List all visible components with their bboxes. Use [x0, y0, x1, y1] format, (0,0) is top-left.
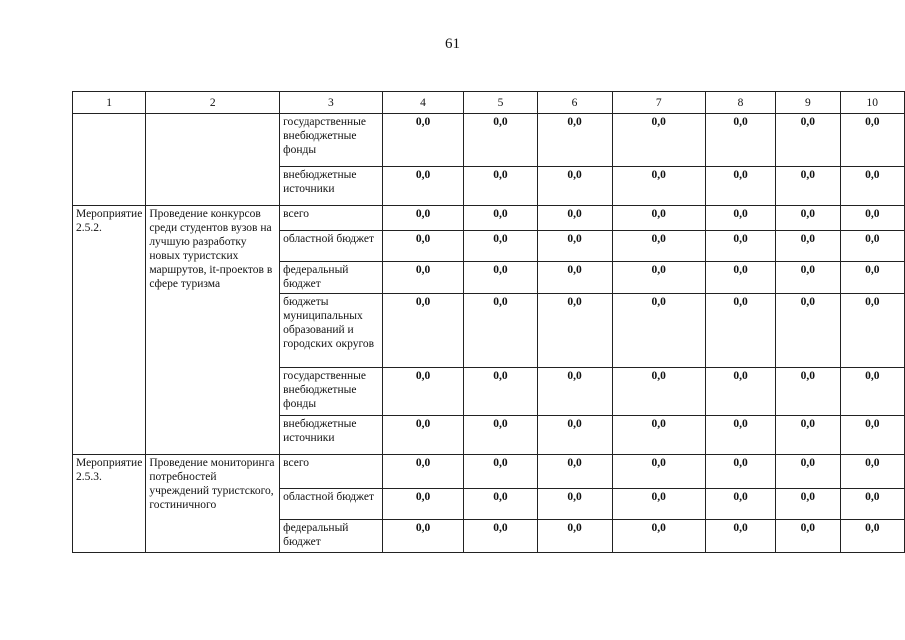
value-cell: 0,0: [840, 368, 904, 416]
value-cell: 0,0: [537, 489, 612, 520]
value-cell: 0,0: [382, 206, 464, 231]
header-cell: 8: [705, 92, 775, 114]
value-cell: 0,0: [464, 262, 537, 294]
value-cell: 0,0: [776, 520, 840, 553]
table-row: [73, 455, 905, 489]
value-cell: 0,0: [464, 206, 537, 231]
value-cell: 0,0: [537, 520, 612, 553]
value-cell: 0,0: [382, 114, 464, 167]
value-cell: 0,0: [776, 489, 840, 520]
value-cell: 0,0: [464, 416, 537, 455]
value-cell: 0,0: [612, 294, 705, 368]
value-cell: 0,0: [612, 206, 705, 231]
funding-source-cell: государственные внебюджетные фонды: [280, 114, 383, 167]
value-cell: 0,0: [840, 206, 904, 231]
value-cell: 0,0: [537, 206, 612, 231]
value-cell: 0,0: [840, 231, 904, 262]
value-cell: 0,0: [382, 520, 464, 553]
activity-name-cell: [146, 114, 280, 206]
value-cell: 0,0: [464, 368, 537, 416]
value-cell: 0,0: [464, 520, 537, 553]
value-cell: 0,0: [840, 489, 904, 520]
value-cell: 0,0: [464, 489, 537, 520]
page-number: 61: [445, 36, 460, 52]
value-cell: 0,0: [464, 231, 537, 262]
value-cell: 0,0: [612, 231, 705, 262]
value-cell: 0,0: [705, 206, 775, 231]
funding-source-cell: бюджеты муниципальных образований и городских округов: [280, 294, 383, 368]
value-cell: 0,0: [612, 520, 705, 553]
table-row: [73, 206, 905, 231]
funding-source-cell: областной бюджет: [280, 489, 383, 520]
header-cell: 2: [146, 92, 280, 114]
value-cell: 0,0: [705, 368, 775, 416]
value-cell: 0,0: [705, 262, 775, 294]
value-cell: 0,0: [705, 114, 775, 167]
value-cell: 0,0: [382, 262, 464, 294]
value-cell: 0,0: [464, 294, 537, 368]
value-cell: 0,0: [537, 114, 612, 167]
value-cell: 0,0: [840, 416, 904, 455]
value-cell: 0,0: [537, 231, 612, 262]
header-cell: 1: [73, 92, 146, 114]
value-cell: 0,0: [705, 416, 775, 455]
value-cell: 0,0: [776, 262, 840, 294]
value-cell: 0,0: [705, 231, 775, 262]
value-cell: 0,0: [612, 262, 705, 294]
funding-source-cell: федеральный бюджет: [280, 262, 383, 294]
header-cell: 7: [612, 92, 705, 114]
value-cell: 0,0: [776, 416, 840, 455]
value-cell: 0,0: [382, 167, 464, 206]
value-cell: 0,0: [612, 416, 705, 455]
funding-source-cell: внебюджетные источники: [280, 167, 383, 206]
header-cell: 6: [537, 92, 612, 114]
value-cell: 0,0: [382, 489, 464, 520]
value-cell: 0,0: [612, 167, 705, 206]
header-cell: 4: [382, 92, 464, 114]
funding-source-cell: государственные внебюджетные фонды: [280, 368, 383, 416]
funding-source-cell: всего: [280, 455, 383, 489]
value-cell: 0,0: [537, 368, 612, 416]
value-cell: 0,0: [464, 114, 537, 167]
activity-id-cell: Мероприятие 2.5.2.: [73, 206, 146, 455]
value-cell: 0,0: [840, 294, 904, 368]
value-cell: 0,0: [705, 167, 775, 206]
value-cell: 0,0: [840, 114, 904, 167]
value-cell: 0,0: [840, 520, 904, 553]
header-cell: 10: [840, 92, 904, 114]
header-cell: 3: [280, 92, 383, 114]
funding-source-cell: всего: [280, 206, 383, 231]
value-cell: 0,0: [840, 455, 904, 489]
activity-name-cell: Проведение конкурсов среди студентов вузов на лучшую разработку новых туристских маршрутов, it-проектов в сфере туризма: [146, 206, 280, 455]
header-cell: 5: [464, 92, 537, 114]
value-cell: 0,0: [705, 520, 775, 553]
value-cell: 0,0: [382, 231, 464, 262]
activity-id-cell: [73, 114, 146, 206]
funding-source-cell: федеральный бюджет: [280, 520, 383, 553]
value-cell: 0,0: [612, 489, 705, 520]
value-cell: 0,0: [382, 455, 464, 489]
value-cell: 0,0: [612, 368, 705, 416]
header-row: [73, 92, 905, 114]
value-cell: 0,0: [776, 231, 840, 262]
activity-id-cell: Мероприятие 2.5.3.: [73, 455, 146, 553]
value-cell: 0,0: [537, 262, 612, 294]
value-cell: 0,0: [705, 455, 775, 489]
value-cell: 0,0: [537, 455, 612, 489]
value-cell: 0,0: [705, 489, 775, 520]
value-cell: 0,0: [840, 167, 904, 206]
value-cell: 0,0: [705, 294, 775, 368]
value-cell: 0,0: [382, 416, 464, 455]
value-cell: 0,0: [776, 114, 840, 167]
table-row: [73, 114, 905, 167]
funding-source-cell: областной бюджет: [280, 231, 383, 262]
value-cell: 0,0: [537, 167, 612, 206]
value-cell: 0,0: [464, 455, 537, 489]
value-cell: 0,0: [776, 368, 840, 416]
header-cell: 9: [776, 92, 840, 114]
funding-source-cell: внебюджетные источники: [280, 416, 383, 455]
budget-table: [72, 91, 905, 553]
value-cell: 0,0: [776, 455, 840, 489]
value-cell: 0,0: [537, 294, 612, 368]
value-cell: 0,0: [776, 206, 840, 231]
value-cell: 0,0: [537, 416, 612, 455]
value-cell: 0,0: [382, 368, 464, 416]
value-cell: 0,0: [612, 455, 705, 489]
value-cell: 0,0: [464, 167, 537, 206]
value-cell: 0,0: [776, 294, 840, 368]
value-cell: 0,0: [776, 167, 840, 206]
activity-name-cell: Проведение мониторинга потребностей учреждений туристского, гостиничного: [146, 455, 280, 553]
value-cell: 0,0: [382, 294, 464, 368]
value-cell: 0,0: [612, 114, 705, 167]
value-cell: 0,0: [840, 262, 904, 294]
